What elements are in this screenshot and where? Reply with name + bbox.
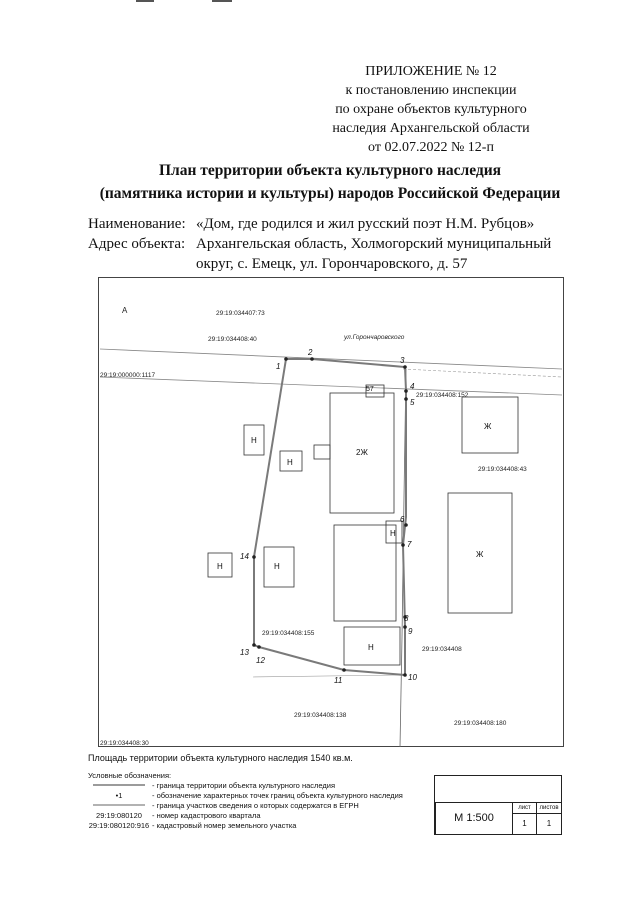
legend-text: - граница участков сведения о которых содержатся в ЕГРН	[152, 801, 359, 810]
building-label: Н	[251, 436, 257, 445]
building-label: 2Ж	[356, 448, 368, 457]
legend	[88, 771, 434, 837]
point-label: 9	[408, 627, 413, 636]
point-label: 5	[410, 398, 415, 407]
building-label: Н	[217, 562, 223, 571]
legend-row	[88, 791, 434, 801]
building-label: Ж	[476, 550, 484, 559]
point-label: 12	[256, 656, 265, 665]
street-edge	[100, 377, 562, 395]
street-name: ул.Горончаровского	[344, 334, 405, 341]
point-label: 3	[400, 356, 405, 365]
legend-text: - обозначение характерных точек границ объекта культурного наследия	[152, 791, 403, 800]
sheet-total: 1	[536, 813, 562, 835]
point-label: 2	[308, 348, 313, 357]
boundary-point	[403, 673, 407, 677]
boundary-point	[401, 543, 405, 547]
point-label: 10	[408, 673, 417, 682]
boundary-point	[404, 523, 408, 527]
sheet-number: 1	[512, 813, 537, 835]
outbuilding	[334, 525, 396, 621]
cadastral-number: 29:19:000000:1117	[100, 372, 156, 379]
annex-line: наследия Архангельской области	[332, 121, 530, 136]
cadastral-number: 29:19:034408:180	[454, 720, 507, 727]
legend-row	[88, 801, 434, 811]
boundary-point	[284, 357, 288, 361]
annex-line: по охране объектов культурного	[335, 102, 527, 117]
point-label: 7	[407, 540, 412, 549]
title-block	[434, 775, 562, 835]
legend-symbol	[88, 801, 150, 811]
building-label: Н	[274, 562, 280, 571]
name-label: Наименование:	[88, 216, 186, 232]
building-label: Ж	[484, 422, 492, 431]
cadastral-number: 29:19:034408:155	[262, 630, 315, 637]
name-value: «Дом, где родился и жил русский поэт Н.М. Рубцов»	[196, 216, 535, 232]
point-label: 13	[240, 648, 249, 657]
annex-date: от 02.07.2022 № 12-п	[368, 140, 494, 155]
address-label: Адрес объекта:	[88, 236, 186, 252]
cadastral-number: 29:19:034408	[422, 646, 462, 653]
address-value: Архангельская область, Холмогорский муниципальный	[196, 236, 552, 252]
legend-text: - кадастровый номер земельного участка	[152, 821, 297, 830]
legend-symbol: 29:19:080120:916	[88, 821, 150, 830]
legend-symbol: •1	[115, 791, 123, 800]
legend-row	[88, 781, 434, 791]
boundary-point	[404, 389, 408, 393]
page-title: План территории объекта культурного наследия	[158, 162, 502, 179]
boundary-point	[342, 668, 346, 672]
cadastral-number: 29:19:034408:40	[208, 336, 257, 343]
legend-symbol	[88, 781, 150, 791]
zone-label: А	[122, 306, 128, 315]
building-label: Н	[287, 458, 293, 467]
boundary-point	[310, 357, 314, 361]
building-label: Н	[368, 643, 374, 652]
legend-text: - граница территории объекта культурного наследия	[152, 781, 336, 790]
boundary-point	[404, 397, 408, 401]
boundary-point	[252, 555, 256, 559]
annex-line: к постановлению инспекции	[345, 83, 517, 98]
scan-mark	[136, 0, 154, 2]
parcel-line	[253, 675, 400, 677]
building-label: Н	[390, 529, 396, 538]
boundary-point	[403, 365, 407, 369]
point-label: 8	[404, 614, 409, 623]
boundary-point	[403, 625, 407, 629]
boundary-point	[252, 643, 256, 647]
annex-block	[306, 62, 556, 157]
point-label: 11	[334, 676, 343, 685]
cadastral-number: 29:19:034408:30	[100, 740, 149, 747]
outbuilding	[314, 445, 330, 459]
site-plan-drawing	[98, 277, 564, 747]
sheets-label: листов	[536, 802, 562, 814]
legend-row	[88, 821, 434, 831]
annex-number: ПРИЛОЖЕНИЕ № 12	[365, 64, 497, 79]
page-subtitle: (памятника истории и культуры) народов Российской Федерации	[99, 185, 561, 202]
sheet-label: лист	[512, 802, 537, 814]
cadastral-number: 29:19:034408:152	[416, 392, 469, 399]
address-value-cont: округ, с. Емецк, ул. Горончаровского, д. 57	[196, 256, 468, 272]
street-edge	[403, 369, 562, 377]
cadastral-number: 29:19:034407:73	[216, 310, 265, 317]
house-number: 57	[366, 386, 374, 393]
legend-row	[88, 811, 434, 821]
boundary-point	[257, 645, 261, 649]
legend-text: - номер кадастрового квартала	[152, 811, 261, 820]
scan-mark	[212, 0, 232, 2]
legend-header: Условные обозначения:	[88, 771, 172, 780]
point-label: 14	[240, 552, 249, 561]
area-text: Площадь территории объекта культурного наследия 1540 кв.м.	[88, 753, 353, 763]
street-edge	[100, 349, 562, 369]
scale-cell: М 1:500	[435, 802, 513, 835]
point-label: 4	[410, 382, 415, 391]
site-plan	[98, 277, 564, 747]
legend-symbol: 29:19:080120	[96, 811, 142, 820]
point-label: 1	[276, 362, 281, 371]
point-label: 6	[400, 515, 405, 524]
cadastral-number: 29:19:034408:43	[478, 466, 527, 473]
cadastral-number: 29:19:034408:138	[294, 712, 347, 719]
